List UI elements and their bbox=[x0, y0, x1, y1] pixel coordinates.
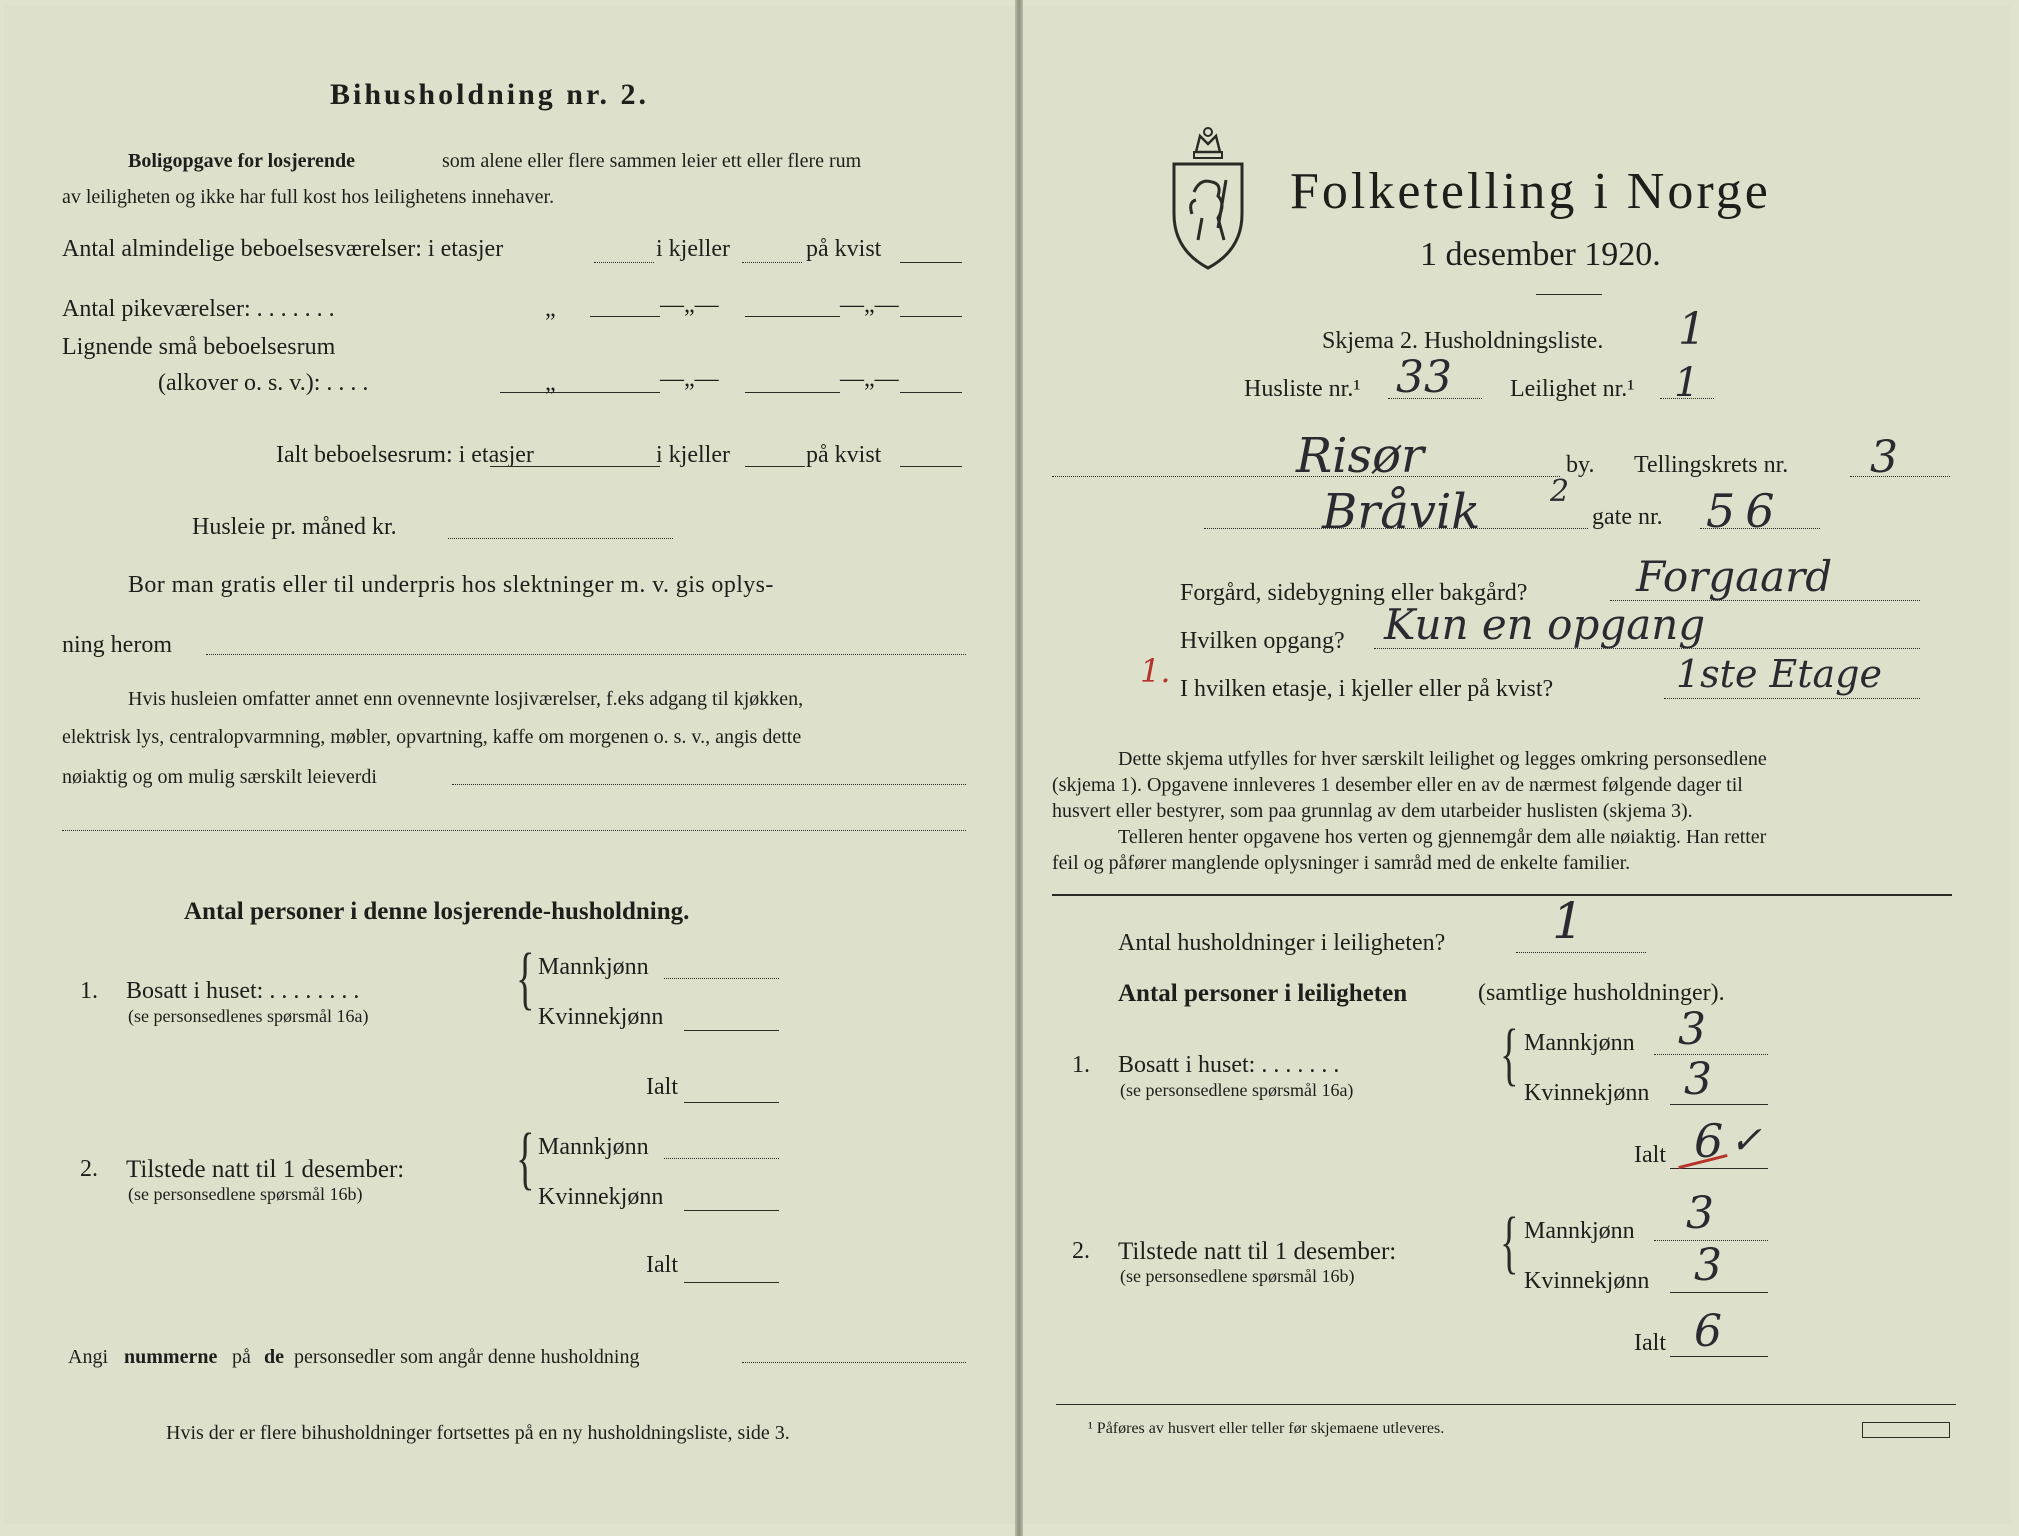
coat-of-arms-icon bbox=[1166, 122, 1250, 272]
etasje-hw: 1ste Etage bbox=[1676, 652, 1882, 696]
ialt-rum-kvist: på kvist bbox=[806, 442, 882, 468]
title-divider bbox=[1536, 294, 1602, 295]
row1-etasjer-field[interactable] bbox=[594, 262, 654, 263]
info-line-1: Dette skjema utfylles for hver særskilt leilighet og legges omkring personsedlene bbox=[1118, 748, 1767, 770]
left-q1-ialt-field[interactable] bbox=[684, 1102, 779, 1103]
antal-hush-hw: 1 bbox=[1552, 892, 1584, 950]
row3-dash-1: —„— bbox=[660, 366, 719, 392]
right-q2-kvinne-label: Kvinnekjønn bbox=[1524, 1268, 1650, 1294]
hvis-line-3: nøiaktig og om mulig særskilt leieverdi bbox=[62, 766, 377, 788]
row3-field-3[interactable] bbox=[900, 392, 962, 393]
row3-dash-2: —„— bbox=[840, 366, 899, 392]
row3-label-2: (alkover o. s. v.): . . . . bbox=[158, 370, 369, 396]
right-q2-ialt-label: Ialt bbox=[1634, 1330, 1666, 1356]
left-page bbox=[4, 6, 1017, 1524]
left-q2-sub: (se personsedlene spørsmål 16b) bbox=[128, 1184, 363, 1204]
right-q1-brace: { bbox=[1500, 1016, 1519, 1093]
by-label: by. bbox=[1566, 452, 1595, 478]
hvis-line-2: elektrisk lys, centralopvarmning, møbler, opvartning, kaffe om morgenen o. s. v., angis dette bbox=[62, 726, 802, 748]
etasje-label: I hvilken etasje, i kjeller eller på kvist? bbox=[1180, 676, 1554, 702]
leilighet-hw: 1 bbox=[1674, 360, 1700, 406]
tellingskrets-field[interactable] bbox=[1850, 476, 1950, 477]
right-q1-ialt-check: ✓ bbox=[1730, 1118, 1762, 1162]
info-line-4: Telleren henter opgavene hos verten og gjennemgår dem alle nøiaktig. Han retter bbox=[1118, 826, 1767, 848]
by-hw: Risør bbox=[1296, 428, 1424, 484]
right-q2-label: Tilstede natt til 1 desember: bbox=[1118, 1238, 1397, 1265]
ialt-rum-kjeller: i kjeller bbox=[656, 442, 730, 468]
left-q1-kvinne-label: Kvinnekjønn bbox=[538, 1004, 664, 1030]
left-q1-ialt-label: Ialt bbox=[646, 1074, 678, 1100]
right-q1-kvinne-hw: 3 bbox=[1684, 1054, 1712, 1105]
info-line-3: husvert eller bestyrer, som paa grunnlag av dem utarbeider huslisten (skjema 3). bbox=[1052, 800, 1693, 822]
left-q2-mann-label: Mannkjønn bbox=[538, 1134, 649, 1160]
left-q1-kvinne-field[interactable] bbox=[684, 1030, 779, 1031]
row3-field-1[interactable] bbox=[500, 392, 660, 393]
intro-line-1: som alene eller flere sammen leier ett eller flere rum bbox=[442, 150, 862, 172]
left-antal-heading: Antal personer i denne losjerende-husholdning. bbox=[184, 898, 690, 925]
gate-label: gate nr. bbox=[1592, 504, 1663, 530]
angi-c: på bbox=[232, 1346, 251, 1368]
right-date: 1 desember 1920. bbox=[1420, 236, 1661, 273]
antal-pers-rest: (samtlige husholdninger). bbox=[1478, 980, 1725, 1006]
right-q2-kvinne-hw: 3 bbox=[1694, 1240, 1722, 1291]
ialt-rum-underline bbox=[490, 466, 660, 467]
row3-label-1: Lignende små beboelsesrum bbox=[62, 334, 336, 360]
right-q1-number: 1. bbox=[1072, 1052, 1090, 1078]
intro-bold: Boligopgave for losjerende bbox=[128, 150, 356, 172]
right-q1-kvinne-label: Kvinnekjønn bbox=[1524, 1080, 1650, 1106]
row1-label: Antal almindelige beboelsesværelser: i etasjer bbox=[62, 236, 504, 262]
left-title: Bihusholdning nr. 2. bbox=[330, 78, 650, 111]
right-q1-label: Bosatt i huset: . . . . . . . bbox=[1118, 1052, 1340, 1078]
angi-b: nummerne bbox=[124, 1346, 218, 1368]
opgang-hw: Kun en opgang bbox=[1384, 600, 1706, 649]
row1-kjeller-field[interactable] bbox=[742, 262, 802, 263]
row1-kvist-field[interactable] bbox=[900, 262, 962, 263]
left-q1-brace: { bbox=[516, 940, 535, 1017]
skjema-hw: 1 bbox=[1678, 304, 1706, 355]
info-line-2: (skjema 1). Opgavene innleveres 1 desember eller en av de nærmest følgende dager til bbox=[1052, 774, 1743, 796]
husleie-label: Husleie pr. måned kr. bbox=[192, 514, 397, 540]
right-q1-mann-hw: 3 bbox=[1678, 1004, 1706, 1055]
printer-stamp bbox=[1862, 1422, 1950, 1438]
left-q2-label: Tilstede natt til 1 desember: bbox=[126, 1156, 405, 1183]
angi-field[interactable] bbox=[742, 1362, 966, 1363]
right-q2-mann-label: Mannkjønn bbox=[1524, 1218, 1635, 1244]
ialt-rum-kvist-field[interactable] bbox=[900, 466, 962, 467]
right-q2-kvinne-field[interactable] bbox=[1670, 1292, 1768, 1293]
by-field[interactable] bbox=[1052, 476, 1560, 477]
husleie-field[interactable] bbox=[448, 538, 673, 539]
angi-e: personsedler som angår denne husholdning bbox=[294, 1346, 640, 1368]
right-q2-sub: (se personsedlene spørsmål 16b) bbox=[1120, 1266, 1355, 1286]
footnote-divider bbox=[1056, 1404, 1956, 1405]
right-q2-brace: { bbox=[1500, 1204, 1519, 1281]
left-q2-ialt-label: Ialt bbox=[646, 1252, 678, 1278]
red-pencil-mark: 1. bbox=[1140, 652, 1171, 690]
intro-line-2: av leiligheten og ikke har full kost hos leilighetens innehaver. bbox=[62, 186, 555, 208]
section-divider bbox=[1052, 894, 1952, 896]
center-fold bbox=[1015, 0, 1023, 1536]
forgaard-label: Forgård, sidebygning eller bakgård? bbox=[1180, 580, 1528, 606]
row3-field-2[interactable] bbox=[745, 392, 840, 393]
hvis-field[interactable] bbox=[452, 784, 966, 785]
right-q1-mann-label: Mannkjønn bbox=[1524, 1030, 1635, 1056]
forgaard-hw: Forgaard bbox=[1636, 552, 1833, 601]
right-q2-mann-hw: 3 bbox=[1686, 1188, 1714, 1239]
leilighet-label: Leilighet nr.¹ bbox=[1510, 376, 1635, 402]
gate-nr-hw: 56 bbox=[1706, 484, 1785, 538]
bor-field[interactable] bbox=[206, 654, 966, 655]
left-q2-brace: { bbox=[516, 1120, 535, 1197]
row2-quote: „ bbox=[545, 296, 556, 322]
bor-line-2: ning herom bbox=[62, 632, 172, 658]
antal-pers-bold: Antal personer i leiligheten bbox=[1118, 980, 1408, 1007]
row2-label: Antal pikeværelser: . . . . . . . bbox=[62, 296, 335, 322]
left-q2-kvinne-label: Kvinnekjønn bbox=[538, 1184, 664, 1210]
row1-kjeller: i kjeller bbox=[656, 236, 730, 262]
row2-field-2[interactable] bbox=[745, 316, 840, 317]
ialt-rum-label: Ialt beboelsesrum: i etasjer bbox=[276, 442, 534, 468]
angi-a: Angi bbox=[68, 1346, 108, 1368]
row2-dash-1: —„— bbox=[660, 292, 719, 318]
husliste-hw: 33 bbox=[1396, 352, 1452, 403]
right-q1-ialt-field[interactable] bbox=[1670, 1168, 1768, 1169]
antal-hush-label: Antal husholdninger i leiligheten? bbox=[1118, 930, 1446, 956]
left-q1-number: 1. bbox=[80, 978, 98, 1004]
row2-field-1[interactable] bbox=[590, 316, 660, 317]
left-q2-mann-field[interactable] bbox=[664, 1158, 779, 1159]
info-line-5: feil og påfører manglende oplysninger i samråd med de enkelte familier. bbox=[1052, 852, 1631, 874]
husliste-label: Husliste nr.¹ bbox=[1244, 376, 1361, 402]
right-footnote: ¹ Påføres av husvert eller teller før skjemaene utleveres. bbox=[1088, 1420, 1445, 1437]
hvis-field-2[interactable] bbox=[62, 830, 966, 831]
right-title: Folketelling i Norge bbox=[1290, 163, 1771, 220]
left-q2-kvinne-field[interactable] bbox=[684, 1210, 779, 1211]
left-q2-ialt-field[interactable] bbox=[684, 1282, 779, 1283]
etasje-field[interactable] bbox=[1664, 698, 1920, 699]
left-q2-number: 2. bbox=[80, 1156, 98, 1182]
right-q1-ialt-hw: 6 bbox=[1694, 1114, 1724, 1168]
row2-field-3[interactable] bbox=[900, 316, 962, 317]
right-q1-ialt-label: Ialt bbox=[1634, 1142, 1666, 1168]
row1-kvist: på kvist bbox=[806, 236, 882, 262]
angi-d: de bbox=[264, 1346, 284, 1368]
antal-hush-field[interactable] bbox=[1516, 952, 1646, 953]
right-q2-ialt-hw: 6 bbox=[1694, 1306, 1722, 1357]
ialt-rum-kjeller-field[interactable] bbox=[745, 466, 805, 467]
left-q1-sub: (se personsedlenes spørsmål 16a) bbox=[128, 1006, 369, 1026]
gate-hw: Bråvik bbox=[1322, 484, 1481, 540]
right-q2-number: 2. bbox=[1072, 1238, 1090, 1264]
bor-line-1: Bor man gratis eller til underpris hos slektninger m. v. gis oplys- bbox=[128, 572, 774, 598]
left-footer: Hvis der er flere bihusholdninger fortsettes på en ny husholdningsliste, side 3. bbox=[166, 1422, 790, 1444]
gate-field[interactable] bbox=[1204, 528, 1588, 529]
gate-hw-mark: 2 bbox=[1550, 474, 1570, 509]
row3-quote: „ bbox=[545, 370, 556, 396]
opgang-label: Hvilken opgang? bbox=[1180, 628, 1345, 654]
hvis-line-1: Hvis husleien omfatter annet enn ovennevnte losjiværelser, f.eks adgang til kjøkken, bbox=[128, 688, 804, 710]
skjema-label: Skjema 2. Husholdningsliste. bbox=[1322, 328, 1604, 354]
tellingskrets-hw: 3 bbox=[1870, 432, 1898, 483]
left-q1-label: Bosatt i huset: . . . . . . . . bbox=[126, 978, 360, 1004]
right-q1-sub: (se personsedlene spørsmål 16a) bbox=[1120, 1080, 1354, 1100]
row2-dash-2: —„— bbox=[840, 292, 899, 318]
left-q1-mann-field[interactable] bbox=[664, 978, 779, 979]
tellingskrets-label: Tellingskrets nr. bbox=[1634, 452, 1789, 478]
left-q1-mann-label: Mannkjønn bbox=[538, 954, 649, 980]
